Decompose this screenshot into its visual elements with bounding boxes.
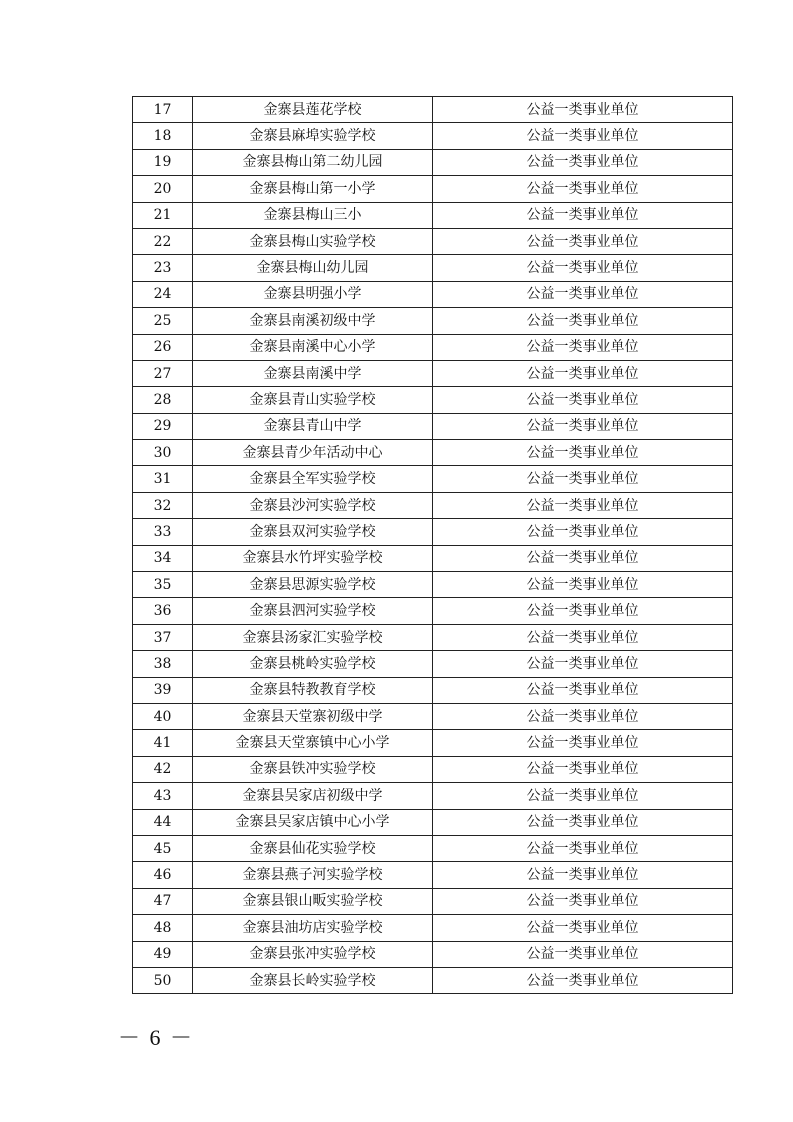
table-row	[133, 149, 733, 175]
table-row	[133, 703, 733, 729]
table-row	[133, 545, 733, 571]
unit-type-cell: 公益一类事业单位	[433, 730, 733, 756]
unit-name-cell: 金寨县南溪中学	[193, 360, 433, 386]
row-number-cell: 45	[133, 835, 193, 861]
unit-name-cell: 金寨县青山中学	[193, 413, 433, 439]
unit-type-cell: 公益一类事业单位	[433, 519, 733, 545]
row-number-cell: 46	[133, 862, 193, 888]
page-number: － 6 －	[118, 1025, 195, 1050]
row-number-cell: 50	[133, 967, 193, 993]
unit-type-cell: 公益一类事业单位	[433, 466, 733, 492]
table-row	[133, 176, 733, 202]
table-row	[133, 440, 733, 466]
row-number-cell: 44	[133, 809, 193, 835]
unit-name-cell: 金寨县油坊店实验学校	[193, 915, 433, 941]
unit-type-cell: 公益一类事业单位	[433, 783, 733, 809]
table-row	[133, 941, 733, 967]
table-row	[133, 862, 733, 888]
row-number-cell: 23	[133, 255, 193, 281]
row-number-cell: 24	[133, 281, 193, 307]
row-number-cell: 31	[133, 466, 193, 492]
unit-name-cell: 金寨县桃岭实验学校	[193, 651, 433, 677]
unit-name-cell: 金寨县吴家店初级中学	[193, 783, 433, 809]
row-number-cell: 36	[133, 598, 193, 624]
row-number-cell: 49	[133, 941, 193, 967]
row-number-cell: 22	[133, 228, 193, 254]
table-row	[133, 835, 733, 861]
unit-name-cell: 金寨县梅山三小	[193, 202, 433, 228]
unit-type-cell: 公益一类事业单位	[433, 624, 733, 650]
row-number-cell: 26	[133, 334, 193, 360]
row-number-cell: 25	[133, 308, 193, 334]
table-row	[133, 123, 733, 149]
row-number-cell: 38	[133, 651, 193, 677]
unit-name-cell: 金寨县天堂寨镇中心小学	[193, 730, 433, 756]
unit-name-cell: 金寨县吴家店镇中心小学	[193, 809, 433, 835]
unit-type-cell: 公益一类事业单位	[433, 176, 733, 202]
unit-name-cell: 金寨县梅山幼儿园	[193, 255, 433, 281]
unit-name-cell: 金寨县天堂寨初级中学	[193, 703, 433, 729]
unit-type-cell: 公益一类事业单位	[433, 492, 733, 518]
table-row	[133, 97, 733, 123]
row-number-cell: 20	[133, 176, 193, 202]
row-number-cell: 19	[133, 149, 193, 175]
table-row	[133, 624, 733, 650]
unit-name-cell: 金寨县水竹坪实验学校	[193, 545, 433, 571]
unit-name-cell: 金寨县张冲实验学校	[193, 941, 433, 967]
unit-name-cell: 金寨县青少年活动中心	[193, 440, 433, 466]
row-number-cell: 27	[133, 360, 193, 386]
unit-name-cell: 金寨县麻埠实验学校	[193, 123, 433, 149]
unit-type-cell: 公益一类事业单位	[433, 915, 733, 941]
unit-type-cell: 公益一类事业单位	[433, 703, 733, 729]
table-row	[133, 809, 733, 835]
unit-type-cell: 公益一类事业单位	[433, 572, 733, 598]
table-row	[133, 492, 733, 518]
unit-type-cell: 公益一类事业单位	[433, 941, 733, 967]
unit-type-cell: 公益一类事业单位	[433, 228, 733, 254]
units-table-body	[133, 97, 733, 994]
unit-name-cell: 金寨县南溪中心小学	[193, 334, 433, 360]
unit-name-cell: 金寨县汤家汇实验学校	[193, 624, 433, 650]
unit-type-cell: 公益一类事业单位	[433, 756, 733, 782]
table-row	[133, 651, 733, 677]
row-number-cell: 28	[133, 387, 193, 413]
unit-type-cell: 公益一类事业单位	[433, 123, 733, 149]
table-row	[133, 413, 733, 439]
unit-type-cell: 公益一类事业单位	[433, 308, 733, 334]
unit-name-cell: 金寨县青山实验学校	[193, 387, 433, 413]
unit-type-cell: 公益一类事业单位	[433, 413, 733, 439]
unit-name-cell: 金寨县全军实验学校	[193, 466, 433, 492]
unit-type-cell: 公益一类事业单位	[433, 545, 733, 571]
unit-name-cell: 金寨县泗河实验学校	[193, 598, 433, 624]
row-number-cell: 39	[133, 677, 193, 703]
unit-type-cell: 公益一类事业单位	[433, 888, 733, 914]
unit-type-cell: 公益一类事业单位	[433, 967, 733, 993]
table-row	[133, 360, 733, 386]
unit-name-cell: 金寨县沙河实验学校	[193, 492, 433, 518]
unit-name-cell: 金寨县特教教育学校	[193, 677, 433, 703]
unit-name-cell: 金寨县思源实验学校	[193, 572, 433, 598]
unit-type-cell: 公益一类事业单位	[433, 651, 733, 677]
table-row	[133, 915, 733, 941]
unit-name-cell: 金寨县铁冲实验学校	[193, 756, 433, 782]
unit-type-cell: 公益一类事业单位	[433, 360, 733, 386]
row-number-cell: 30	[133, 440, 193, 466]
row-number-cell: 48	[133, 915, 193, 941]
table-row	[133, 783, 733, 809]
table-row	[133, 598, 733, 624]
unit-name-cell: 金寨县南溪初级中学	[193, 308, 433, 334]
table-row	[133, 387, 733, 413]
unit-type-cell: 公益一类事业单位	[433, 440, 733, 466]
unit-name-cell: 金寨县梅山第二幼儿园	[193, 149, 433, 175]
unit-type-cell: 公益一类事业单位	[433, 598, 733, 624]
table-row	[133, 202, 733, 228]
row-number-cell: 47	[133, 888, 193, 914]
unit-type-cell: 公益一类事业单位	[433, 835, 733, 861]
unit-name-cell: 金寨县双河实验学校	[193, 519, 433, 545]
table-row	[133, 730, 733, 756]
units-table	[132, 96, 733, 994]
table-row	[133, 255, 733, 281]
unit-name-cell: 金寨县长岭实验学校	[193, 967, 433, 993]
row-number-cell: 33	[133, 519, 193, 545]
unit-name-cell: 金寨县梅山第一小学	[193, 176, 433, 202]
unit-name-cell: 金寨县梅山实验学校	[193, 228, 433, 254]
table-row	[133, 677, 733, 703]
unit-type-cell: 公益一类事业单位	[433, 202, 733, 228]
row-number-cell: 35	[133, 572, 193, 598]
unit-type-cell: 公益一类事业单位	[433, 862, 733, 888]
table-row	[133, 888, 733, 914]
unit-type-cell: 公益一类事业单位	[433, 281, 733, 307]
row-number-cell: 40	[133, 703, 193, 729]
row-number-cell: 18	[133, 123, 193, 149]
row-number-cell: 32	[133, 492, 193, 518]
unit-type-cell: 公益一类事业单位	[433, 255, 733, 281]
row-number-cell: 37	[133, 624, 193, 650]
row-number-cell: 29	[133, 413, 193, 439]
unit-type-cell: 公益一类事业单位	[433, 97, 733, 123]
table-row	[133, 281, 733, 307]
unit-name-cell: 金寨县莲花学校	[193, 97, 433, 123]
unit-type-cell: 公益一类事业单位	[433, 387, 733, 413]
table-row	[133, 308, 733, 334]
unit-type-cell: 公益一类事业单位	[433, 809, 733, 835]
table-row	[133, 572, 733, 598]
unit-type-cell: 公益一类事业单位	[433, 149, 733, 175]
table-row	[133, 334, 733, 360]
table-row	[133, 756, 733, 782]
row-number-cell: 43	[133, 783, 193, 809]
unit-type-cell: 公益一类事业单位	[433, 677, 733, 703]
unit-name-cell: 金寨县明强小学	[193, 281, 433, 307]
table-row	[133, 228, 733, 254]
table-row	[133, 967, 733, 993]
row-number-cell: 41	[133, 730, 193, 756]
unit-name-cell: 金寨县银山畈实验学校	[193, 888, 433, 914]
table-row	[133, 466, 733, 492]
row-number-cell: 17	[133, 97, 193, 123]
row-number-cell: 34	[133, 545, 193, 571]
unit-name-cell: 金寨县仙花实验学校	[193, 835, 433, 861]
row-number-cell: 42	[133, 756, 193, 782]
unit-name-cell: 金寨县燕子河实验学校	[193, 862, 433, 888]
row-number-cell: 21	[133, 202, 193, 228]
table-row	[133, 519, 733, 545]
unit-type-cell: 公益一类事业单位	[433, 334, 733, 360]
